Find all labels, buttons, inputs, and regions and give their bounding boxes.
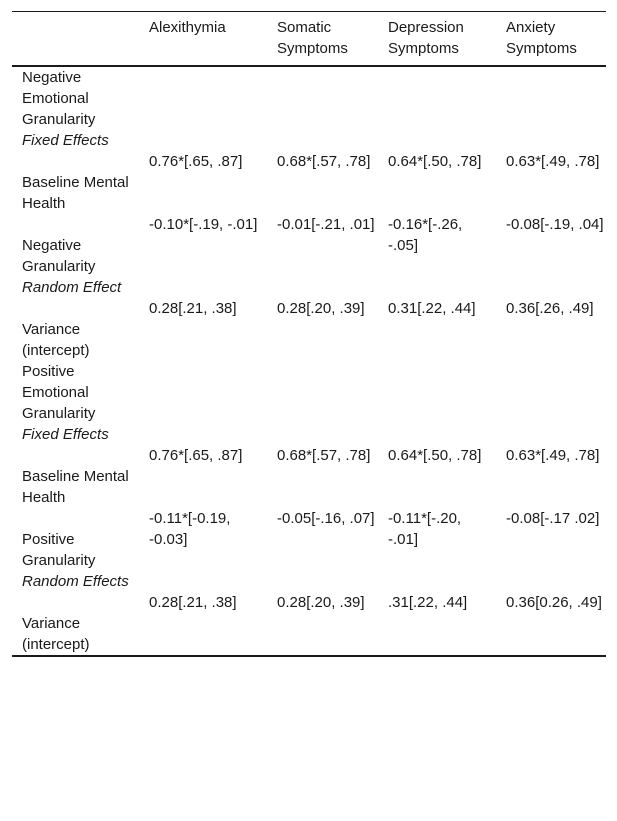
table-row: [12, 592, 606, 656]
cell-value: -0.11*[-.20, -.01]: [388, 510, 462, 548]
row-label: Baseline Mental Health: [22, 468, 129, 506]
cell-value: 0.31[.22, .44]: [388, 300, 476, 317]
cell-value: 0.28[.20, .39]: [277, 300, 365, 317]
header-alexithymia: Alexithymia: [149, 19, 226, 36]
section-title: Negative Emotional Granularity: [22, 69, 96, 128]
random-effects-label: Random Effects: [22, 573, 129, 590]
cell-value: -0.05[-.16, .07]: [277, 510, 375, 527]
cell-value: -0.11*[-0.19, -0.03]: [149, 510, 231, 548]
cell-value: 0.63*[.49, .78]: [506, 447, 600, 464]
header-corner: [12, 12, 138, 67]
row-label: Positive Granularity: [22, 531, 96, 569]
cell-value: .31[.22, .44]: [388, 594, 468, 611]
cell-value: 0.36[0.26, .49]: [506, 594, 602, 611]
subsection-row: [12, 130, 606, 151]
cell-value: -0.08[-.17 .02]: [506, 510, 600, 527]
cell-value: 0.76*[.65, .87]: [149, 153, 243, 170]
table-row: [12, 151, 606, 214]
subsection-row: [12, 277, 606, 298]
header-row: [12, 12, 606, 67]
cell-value: 0.36[.26, .49]: [506, 300, 594, 317]
fixed-effects-label: Fixed Effects: [22, 426, 109, 443]
section-title-row: [12, 66, 606, 130]
row-label: Variance (intercept): [22, 321, 90, 359]
cell-value: 0.68*[.57, .78]: [277, 153, 371, 170]
table-row: [12, 214, 606, 277]
row-label: Variance (intercept): [22, 615, 90, 653]
header-somatic: Somatic Symptoms: [277, 19, 348, 57]
header-depression: Depression Symptoms: [388, 19, 464, 57]
cell-value: 0.64*[.50, .78]: [388, 153, 482, 170]
cell-value: -0.08[-.19, .04]: [506, 216, 604, 233]
cell-value: -0.10*[-.19, -.01]: [149, 216, 258, 233]
cell-value: 0.63*[.49, .78]: [506, 153, 600, 170]
section-title: Positive Emotional Granularity: [22, 363, 96, 422]
results-table: [12, 11, 606, 657]
cell-value: 0.28[.20, .39]: [277, 594, 365, 611]
cell-value: -0.16*[-.26, -.05]: [388, 216, 463, 254]
table-row: [12, 445, 606, 508]
table-row: [12, 298, 606, 361]
random-effect-label: Random Effect: [22, 279, 122, 296]
row-label: Baseline Mental Health: [22, 174, 129, 212]
cell-value: 0.76*[.65, .87]: [149, 447, 243, 464]
section-title-row: [12, 361, 606, 424]
cell-value: -0.01[-.21, .01]: [277, 216, 375, 233]
subsection-row: [12, 424, 606, 445]
subsection-row: [12, 571, 606, 592]
row-label: Negative Granularity: [22, 237, 96, 275]
cell-value: 0.68*[.57, .78]: [277, 447, 371, 464]
table-row: [12, 508, 606, 571]
fixed-effects-label: Fixed Effects: [22, 132, 109, 149]
header-anxiety: Anxiety Symptoms: [506, 19, 577, 57]
cell-value: 0.28[.21, .38]: [149, 300, 237, 317]
cell-value: 0.64*[.50, .78]: [388, 447, 482, 464]
cell-value: 0.28[.21, .38]: [149, 594, 237, 611]
